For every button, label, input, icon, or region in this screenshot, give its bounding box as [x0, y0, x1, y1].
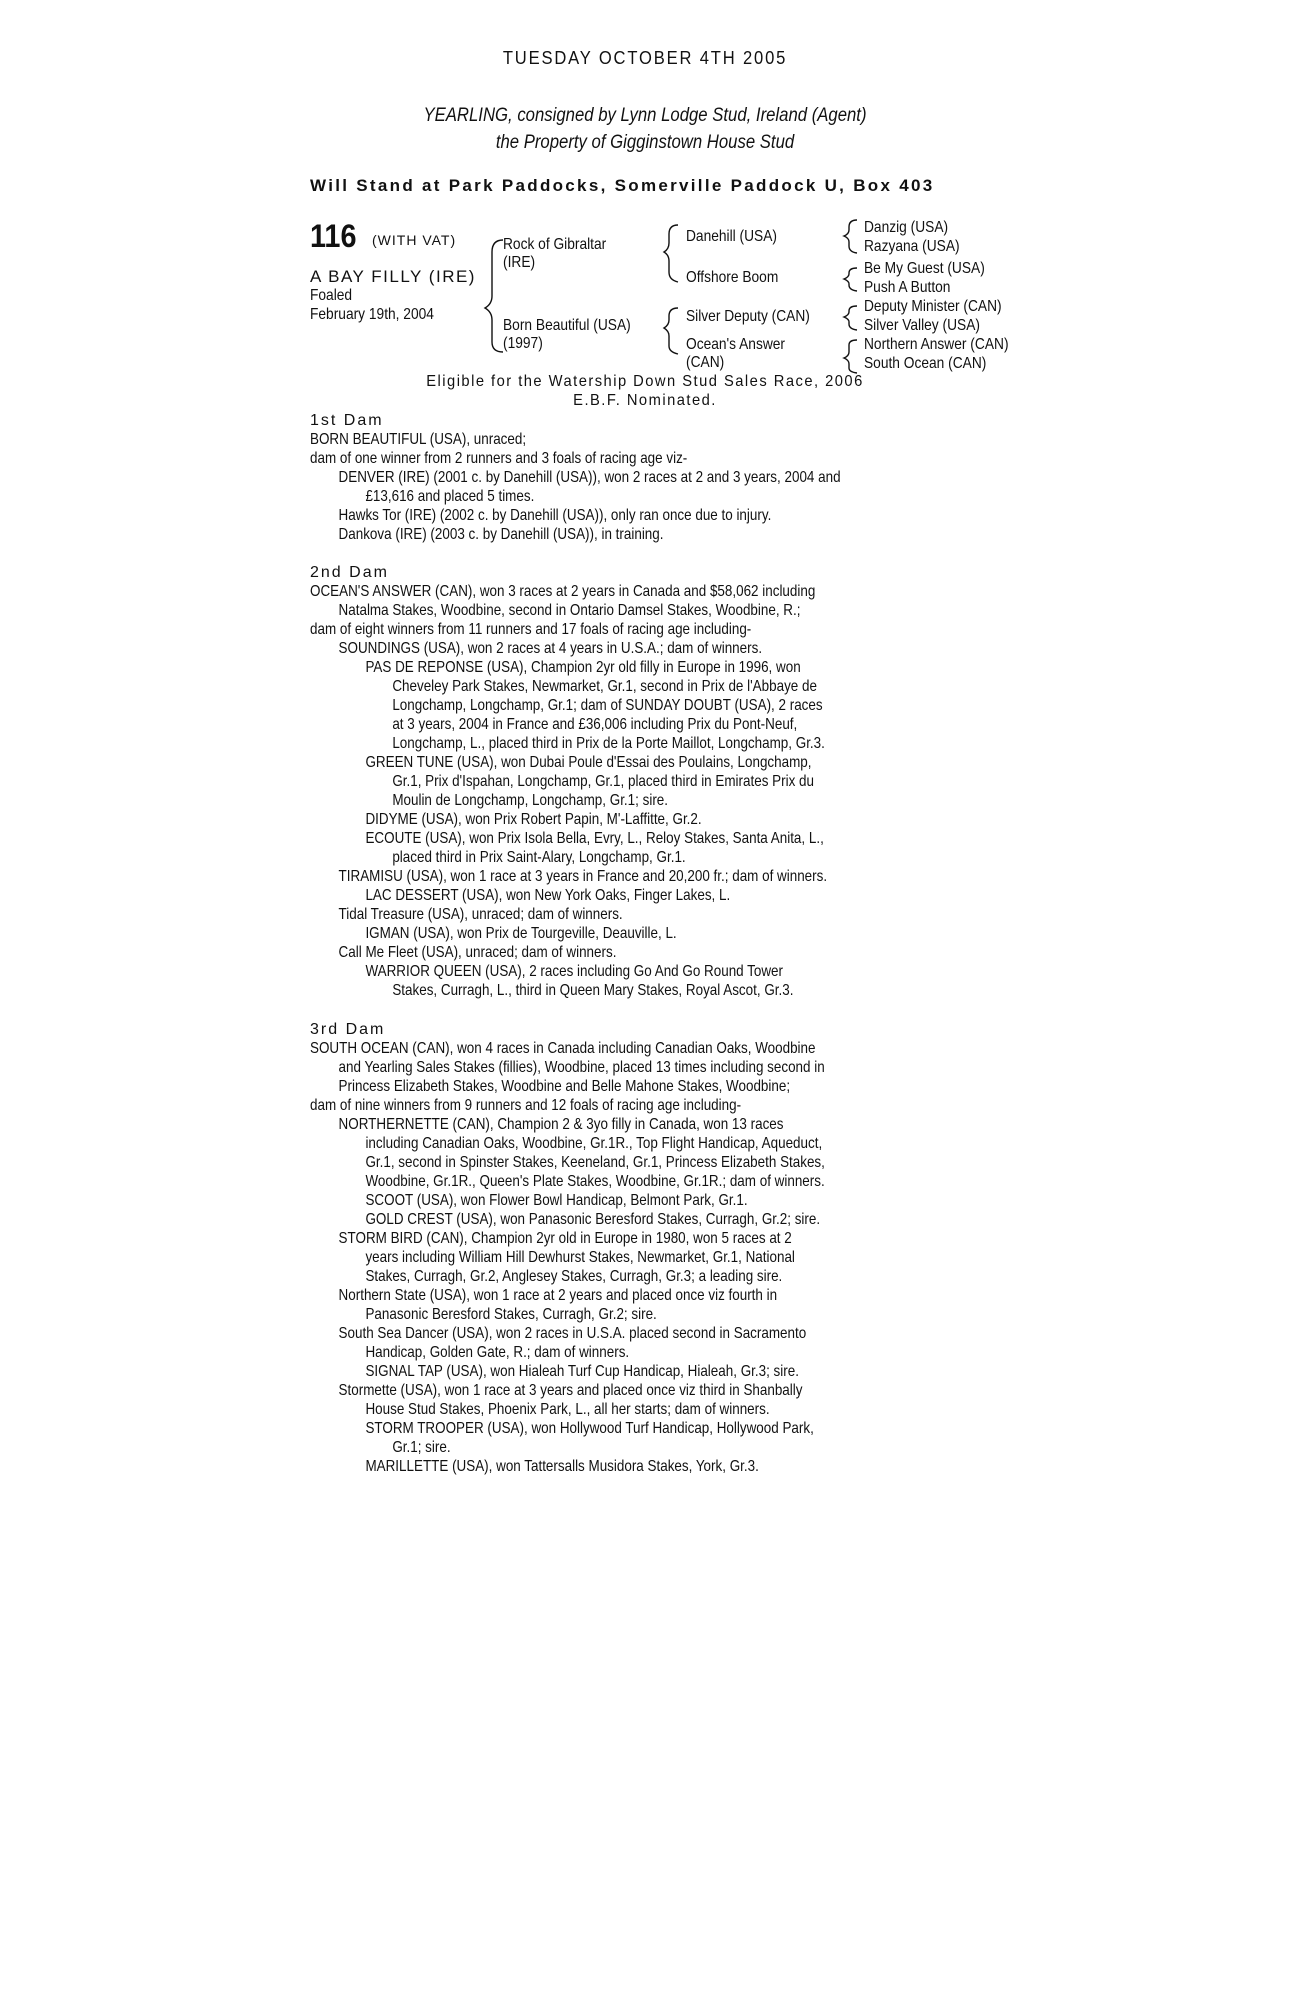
ebf-nomination: E.B.F. Nominated.: [573, 392, 717, 409]
pedigree-line: WARRIOR QUEEN (USA), 2 races including Go And Go Round Tower: [365, 963, 783, 980]
pedigree-line: Gr.1, Prix d'Ispahan, Longchamp, Gr.1, placed third in Emirates Prix du: [392, 773, 814, 790]
g3-3: Be My Guest (USA): [864, 260, 985, 277]
pedigree-brackets: [0, 0, 1290, 380]
pedigree-line: SIGNAL TAP (USA), won Hialeah Turf Cup Handicap, Hialeah, Gr.3; sire.: [365, 1363, 799, 1380]
pedigree-line: placed third in Prix Saint-Alary, Longchamp, Gr.1.: [392, 849, 686, 866]
pedigree-line: GREEN TUNE (USA), won Dubai Poule d'Essai des Poulains, Longchamp,: [365, 754, 812, 771]
second-dam-heading: 2nd Dam: [310, 564, 389, 581]
dam-name: Born Beautiful (USA) (1997): [503, 317, 631, 352]
sire-dam: Offshore Boom: [686, 269, 779, 286]
second-dam-section: [310, 563, 1110, 1000]
brace-sire: [664, 225, 678, 282]
pedigree-line: Gr.1, second in Spinster Stakes, Keeneland, Gr.1, Princess Elizabeth Stakes,: [365, 1154, 825, 1171]
pedigree-line: STORM TROOPER (USA), won Hollywood Turf Handicap, Hollywood Park,: [365, 1420, 814, 1437]
stall-location: Will Stand at Park Paddocks, Somerville Paddock U, Box 403: [310, 176, 935, 195]
property-line: the Property of Gigginstown House Stud: [495, 132, 795, 153]
pedigree-line: Northern State (USA), won 1 race at 2 years and placed once viz fourth in: [338, 1287, 778, 1304]
g3-7: Northern Answer (CAN): [864, 336, 1009, 353]
pedigree-line: Longchamp, L., placed third in Prix de la Porte Maillot, Longchamp, Gr.3.: [392, 735, 825, 752]
consignor-line: YEARLING, consigned by Lynn Lodge Stud, Ireland (Agent): [423, 105, 867, 126]
sire-sire: Danehill (USA): [686, 228, 777, 245]
pedigree-line: Panasonic Beresford Stakes, Curragh, Gr.2; sire.: [365, 1306, 657, 1323]
pedigree-line: DIDYME (USA), won Prix Robert Papin, M'-Laffitte, Gr.2.: [365, 811, 702, 828]
third-dam-heading: 3rd Dam: [310, 1021, 386, 1038]
g3-5: Deputy Minister (CAN): [864, 298, 1002, 315]
pedigree-line: Stormette (USA), won 1 race at 3 years and placed once viz third in Shanbally: [338, 1382, 803, 1399]
pedigree-line: Hawks Tor (IRE) (2002 c. by Danehill (USA)), only ran once due to injury.: [338, 507, 772, 524]
pedigree-line: IGMAN (USA), won Prix de Tourgeville, Deauville, L.: [365, 925, 677, 942]
pedigree-line: OCEAN'S ANSWER (CAN), won 3 races at 2 years in Canada and $58,062 including: [310, 583, 816, 600]
sire-name: Rock of Gibraltar (IRE): [503, 236, 607, 271]
g3-6: Silver Valley (USA): [864, 317, 980, 334]
brace-oceans-answer: [844, 340, 857, 373]
g3-8: South Ocean (CAN): [864, 355, 987, 372]
pedigree-line: dam of one winner from 2 runners and 3 foals of racing age viz-: [310, 450, 688, 467]
pedigree-line: Stakes, Curragh, Gr.2, Anglesey Stakes, Curragh, Gr.3; a leading sire.: [365, 1268, 783, 1285]
pedigree-line: LAC DESSERT (USA), won New York Oaks, Finger Lakes, L.: [365, 887, 731, 904]
first-dam-heading: 1st Dam: [310, 412, 384, 429]
pedigree-line: PAS DE REPONSE (USA), Champion 2yr old filly in Europe in 1996, won: [365, 659, 801, 676]
pedigree-line: and Yearling Sales Stakes (fillies), Woodbine, placed 13 times including second in: [338, 1059, 825, 1076]
pedigree-line: dam of nine winners from 9 runners and 12 foals of racing age including-: [310, 1097, 742, 1114]
third-dam-lines: [310, 1039, 1110, 1476]
pedigree-line: years including William Hill Dewhurst Stakes, Newmarket, Gr.1, National: [365, 1249, 795, 1266]
g3-4: Push A Button: [864, 279, 951, 296]
foaled-label: Foaled: [310, 287, 353, 304]
sale-date: TUESDAY OCTOBER 4TH 2005: [502, 48, 788, 68]
g3-2: Razyana (USA): [864, 238, 960, 255]
brace-offshore: [844, 268, 857, 291]
pedigree-line: GOLD CREST (USA), won Panasonic Beresford Stakes, Curragh, Gr.2; sire.: [365, 1211, 821, 1228]
g3-1: Danzig (USA): [864, 219, 949, 236]
second-dam-lines: [310, 582, 1110, 1000]
brace-silver-deputy: [844, 306, 857, 330]
pedigree-line: SOUNDINGS (USA), won 2 races at 4 years in U.S.A.; dam of winners.: [338, 640, 763, 657]
pedigree-line: TIRAMISU (USA), won 1 race at 3 years in France and 20,200 fr.; dam of winners.: [338, 868, 828, 885]
lot-name: A BAY FILLY (IRE): [310, 267, 476, 286]
pedigree-line: Longchamp, Longchamp, Gr.1; dam of SUNDAY DOUBT (USA), 2 races: [392, 697, 823, 714]
pedigree-line: Gr.1; sire.: [392, 1439, 451, 1456]
pedigree-line: Cheveley Park Stakes, Newmarket, Gr.1, second in Prix de l'Abbaye de: [392, 678, 817, 695]
pedigree-line: including Canadian Oaks, Woodbine, Gr.1R., Top Flight Handicap, Aqueduct,: [365, 1135, 823, 1152]
dam-dam: Ocean's Answer (CAN): [686, 336, 785, 371]
pedigree-line: Stakes, Curragh, L., third in Queen Mary Stakes, Royal Ascot, Gr.3.: [392, 982, 794, 999]
pedigree-line: dam of eight winners from 11 runners and 17 foals of racing age including-: [310, 621, 752, 638]
pedigree-line: at 3 years, 2004 in France and £36,006 including Prix du Pont-Neuf,: [392, 716, 798, 733]
foaled-date: February 19th, 2004: [310, 306, 434, 323]
dam-sire: Silver Deputy (CAN): [686, 308, 810, 325]
vat-note: (WITH VAT): [372, 232, 457, 248]
pedigree-line: Moulin de Longchamp, Longchamp, Gr.1; sire.: [392, 792, 668, 809]
pedigree-line: Dankova (IRE) (2003 c. by Danehill (USA)), in training.: [338, 526, 664, 543]
lot-number: 116: [310, 218, 357, 254]
pedigree-line: Natalma Stakes, Woodbine, second in Ontario Damsel Stakes, Woodbine, R.;: [338, 602, 801, 619]
pedigree-line: NORTHERNETTE (CAN), Champion 2 & 3yo filly in Canada, won 13 races: [338, 1116, 784, 1133]
brace-dam: [664, 308, 678, 354]
pedigree-line: Handicap, Golden Gate, R.; dam of winners.: [365, 1344, 630, 1361]
first-dam-section: [310, 411, 1110, 544]
pedigree-line: Call Me Fleet (USA), unraced; dam of winners.: [338, 944, 617, 961]
brace-gen1: [485, 240, 503, 352]
pedigree-line: SCOOT (USA), won Flower Bowl Handicap, Belmont Park, Gr.1.: [365, 1192, 748, 1209]
brace-danehill: [844, 220, 857, 253]
pedigree-line: £13,616 and placed 5 times.: [365, 488, 535, 505]
pedigree-line: South Sea Dancer (USA), won 2 races in U.S.A. placed second in Sacramento: [338, 1325, 807, 1342]
pedigree-line: SOUTH OCEAN (CAN), won 4 races in Canada including Canadian Oaks, Woodbine: [310, 1040, 816, 1057]
pedigree-line: STORM BIRD (CAN), Champion 2yr old in Europe in 1980, won 5 races at 2: [338, 1230, 792, 1247]
pedigree-line: House Stud Stakes, Phoenix Park, L., all her starts; dam of winners.: [365, 1401, 770, 1418]
pedigree-line: Tidal Treasure (USA), unraced; dam of winners.: [338, 906, 623, 923]
pedigree-line: BORN BEAUTIFUL (USA), unraced;: [310, 431, 527, 448]
pedigree-line: Woodbine, Gr.1R., Queen's Plate Stakes, Woodbine, Gr.1R.; dam of winners.: [365, 1173, 825, 1190]
third-dam-section: [310, 1020, 1110, 1476]
pedigree-line: MARILLETTE (USA), won Tattersalls Musidora Stakes, York, Gr.3.: [365, 1458, 759, 1475]
pedigree-line: Princess Elizabeth Stakes, Woodbine and Belle Mahone Stakes, Woodbine;: [338, 1078, 791, 1095]
first-dam-lines: [310, 430, 1110, 544]
pedigree-line: ECOUTE (USA), won Prix Isola Bella, Evry, L., Reloy Stakes, Santa Anita, L.,: [365, 830, 824, 847]
pedigree-line: DENVER (IRE) (2001 c. by Danehill (USA)), won 2 races at 2 and 3 years, 2004 and: [338, 469, 841, 486]
race-eligibility: Eligible for the Watership Down Stud Sales Race, 2006: [426, 373, 864, 390]
